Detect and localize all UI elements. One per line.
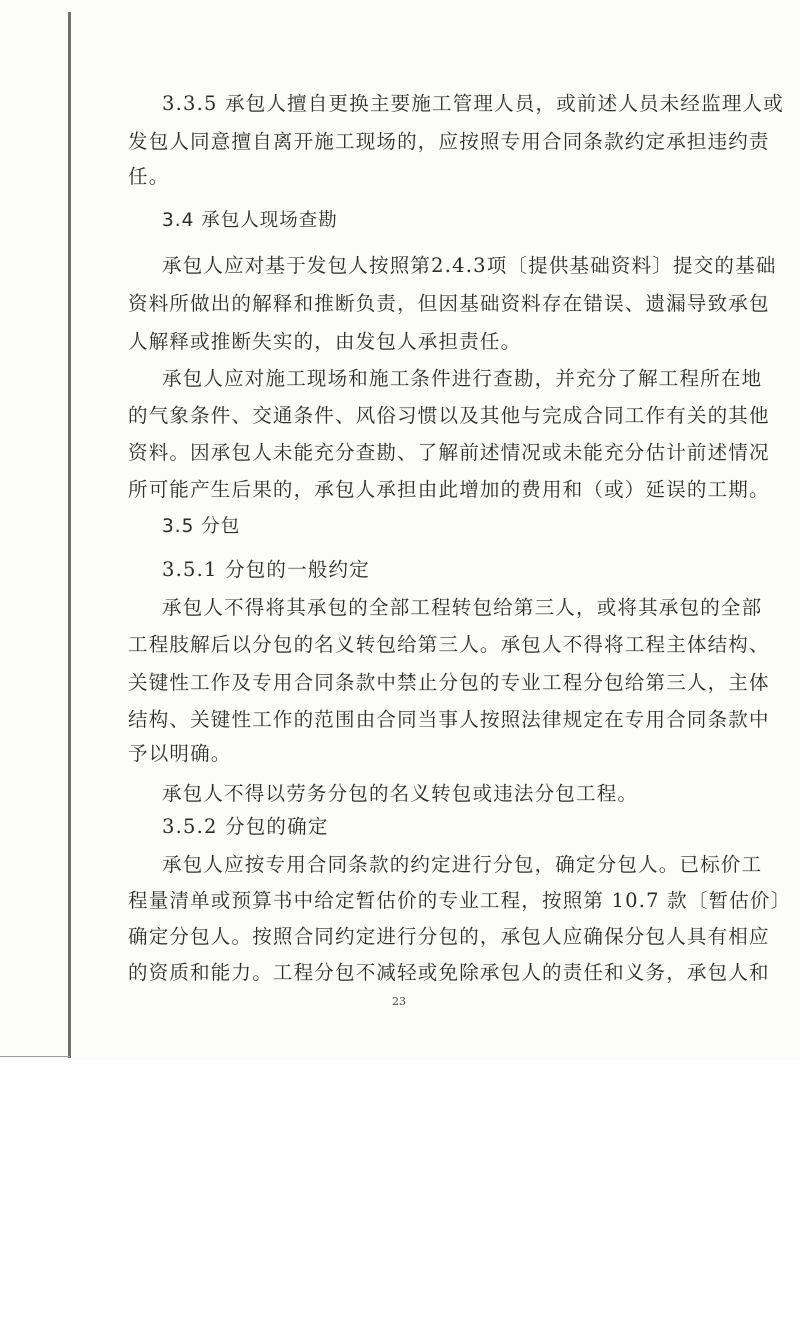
clause-3-5-2-para-1-line-4: 的资质和能力。工程分包不减轻或免除承包人的责任和义务，承包人和 xyxy=(128,961,770,984)
section-3-4-para-2-line-2: 的气象条件、交通条件、风俗习惯以及其他与完成合同工作有关的其他 xyxy=(128,404,770,427)
page-number: 23 xyxy=(392,995,406,1008)
section-3-4-para-2-line-3: 资料。因承包人未能充分查勘、了解前述情况或未能充分估计前述情况 xyxy=(128,441,770,464)
section-3-4-heading: 3.4 承包人现场查勘 xyxy=(162,210,338,231)
section-3-4-para-2-line-4: 所可能产生后果的，承包人承担由此增加的费用和（或）延误的工期。 xyxy=(128,478,770,501)
clause-3-3-5-line-1: 3.3.5 承包人擅自更换主要施工管理人员，或前述人员未经监理人或 xyxy=(162,92,784,115)
clause-3-5-1-heading: 3.5.1 分包的一般约定 xyxy=(162,558,370,581)
clause-3-5-2-heading: 3.5.2 分包的确定 xyxy=(162,815,329,838)
section-3-4-para-2-line-1: 承包人应对施工现场和施工条件进行查勘，并充分了解工程所在地 xyxy=(162,367,763,390)
clause-3-3-5-line-2: 发包人同意擅自离开施工现场的，应按照专用合同条款约定承担违约责 xyxy=(128,130,770,153)
clause-3-5-2-para-1-line-1: 承包人应按专用合同条款的约定进行分包，确定分包人。已标价工 xyxy=(162,853,763,876)
clause-3-5-2-para-1-line-2: 程量清单或预算书中给定暂估价的专业工程，按照第 10.7 款〔暂估价〕 xyxy=(128,889,792,912)
clause-3-5-1-para-1-line-4: 结构、关键性工作的范围由合同当事人按照法律规定在专用合同条款中 xyxy=(128,708,770,731)
clause-3-5-1-para-1-line-3: 关键性工作及专用合同条款中禁止分包的专业工程分包给第三人，主体 xyxy=(128,671,770,694)
section-3-4-para-1-line-2: 资料所做出的解释和推断负责，但因基础资料存在错误、遗漏导致承包 xyxy=(128,292,770,315)
clause-3-5-1-para-2: 承包人不得以劳务分包的名义转包或违法分包工程。 xyxy=(162,782,639,805)
section-3-5-heading: 3.5 分包 xyxy=(162,516,241,537)
clause-3-3-5-line-3: 任。 xyxy=(128,165,170,188)
clause-3-5-1-para-1-line-5: 予以明确。 xyxy=(128,742,232,765)
section-3-4-para-1-line-3: 人解释或推断失实的，由发包人承担责任。 xyxy=(128,330,522,353)
page-bottom-edge xyxy=(0,1056,70,1057)
binding-line xyxy=(68,12,71,1058)
clause-3-5-1-para-1-line-1: 承包人不得将其承包的全部工程转包给第三人，或将其承包的全部 xyxy=(162,596,763,619)
clause-3-5-2-para-1-line-3: 确定分包人。按照合同约定进行分包的，承包人应确保分包人具有相应 xyxy=(128,925,770,948)
clause-3-5-1-para-1-line-2: 工程肢解后以分包的名义转包给第三人。承包人不得将工程主体结构、 xyxy=(128,633,770,656)
section-3-4-para-1-line-1: 承包人应对基于发包人按照第2.4.3项〔提供基础资料〕提交的基础 xyxy=(162,254,777,277)
